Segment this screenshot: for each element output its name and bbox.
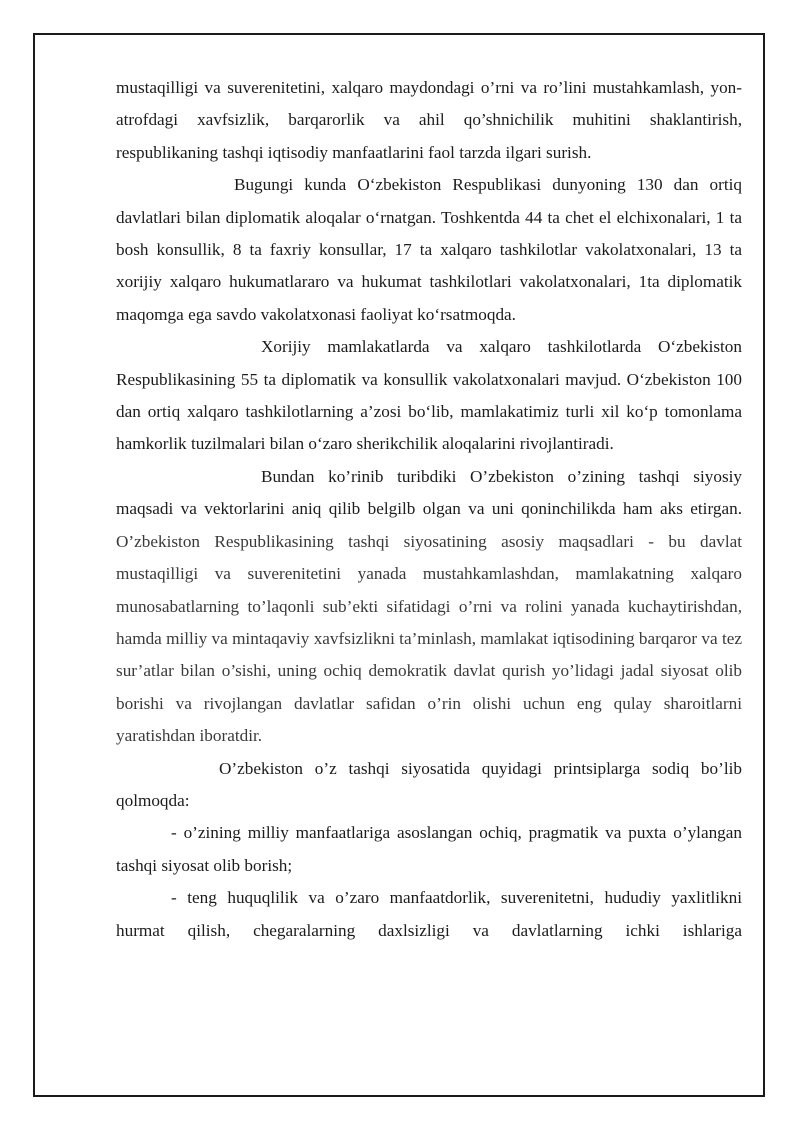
paragraph-text: O’zbekiston o’z tashqi siyosatida quyidagi printsiplarga sodiq bo’lib qolmoqda: [116, 758, 742, 810]
list-item-2 [116, 882, 742, 947]
paragraph-4 [116, 461, 742, 753]
list-item-text: - teng huquqlilik va o’zaro manfaatdorlik, suverenitetni, hududiy yaxlitlikni hurmat qilish, chegaralarning daxlsizligi va davlatlarning ichki ishlariga [116, 888, 742, 940]
paragraph-text: Bundan ko’rinib turibdiki O’zbekiston o’zining tashqi siyosiy maqsadi va vektorlarini aniq qilib belgilb olgan va uni qoninchilikda ham aks etirgan. [116, 466, 742, 519]
list-item-text: - o’zining milliy manfaatlariga asoslangan ochiq, pragmatik va puxta o’ylangan tashqi siyosat olib borish; [116, 823, 742, 875]
paragraph-text: Xorijiy mamlakatlarda va xalqaro tashkilotlarda O‘zbekiston Respublikasining 55 ta diplomatik va konsullik vakolatxonalari mavjud. O‘zbekiston 100 dan ortiq xalqaro tashkilotlarning a’zosi bo‘lib, mamlakatimiz turli xil ko‘p tomonlama hamkorlik tuzilmalari bilan o‘zaro sherikchilik aloqalarini rivojlantiradi. [116, 337, 742, 454]
paragraph-5 [116, 753, 742, 818]
paragraph-2 [116, 169, 742, 331]
paragraph-text: Bugungi kunda O‘zbekiston Respublikasi dunyoning 130 dan ortiq davlatlari bilan diplomatik aloqalar o‘rnatgan. Toshkentda 44 ta chet el elchixonalari, 1 ta bosh konsullik, 8 ta faxriy konsullar, 17 ta xalqaro tashkilotlar vakolatxonalari, 13 ta xorijiy xalqaro hukumatlararo va hukumat tashkilotlari vakolatxonalari, 1ta diplomatik maqomga ega savdo vakolatxonasi faoliyat ko‘rsatmoqda. [116, 175, 742, 324]
document-body [116, 72, 742, 947]
paragraph-text: mustaqilligi va suverenitetini, xalqaro maydondagi o’rni va ro’lini mustahkamlash, yon-atrofdagi xavfsizlik, barqarorlik va ahil qo’shnichilik muhitini shaklantirish, respublikaning tashqi iqtisodiy manfaatlarini faol tarzda ilgari surish. [116, 78, 742, 162]
paragraph-3 [116, 331, 742, 461]
paragraph-text-continuation: O’zbekiston Respublikasining tashqi siyosatining asosiy maqsadlari - bu davlat mustaqilligi va suverenitetini yanada mustahkamlashdan, mamlakatning xalqaro munosabatlarning to’laqonli sub’ekti sifatidagi o’rni va rolini yanada kuchaytirishdan, hamda milliy va mintaqaviy xavfsizlikni ta’minlash, mamlakat iqtisodining barqaror va tez sur’atlar bilan o’sishi, uning ochiq demokratik davlat qurish yo’lidagi jadal siyosat olib borishi va rivojlangan davlatlar safidan o’rin olishi uchun eng qulay sharoitlarni yaratishdan iboratdir. [116, 531, 742, 746]
list-item-1 [116, 817, 742, 882]
paragraph-1 [116, 72, 742, 169]
